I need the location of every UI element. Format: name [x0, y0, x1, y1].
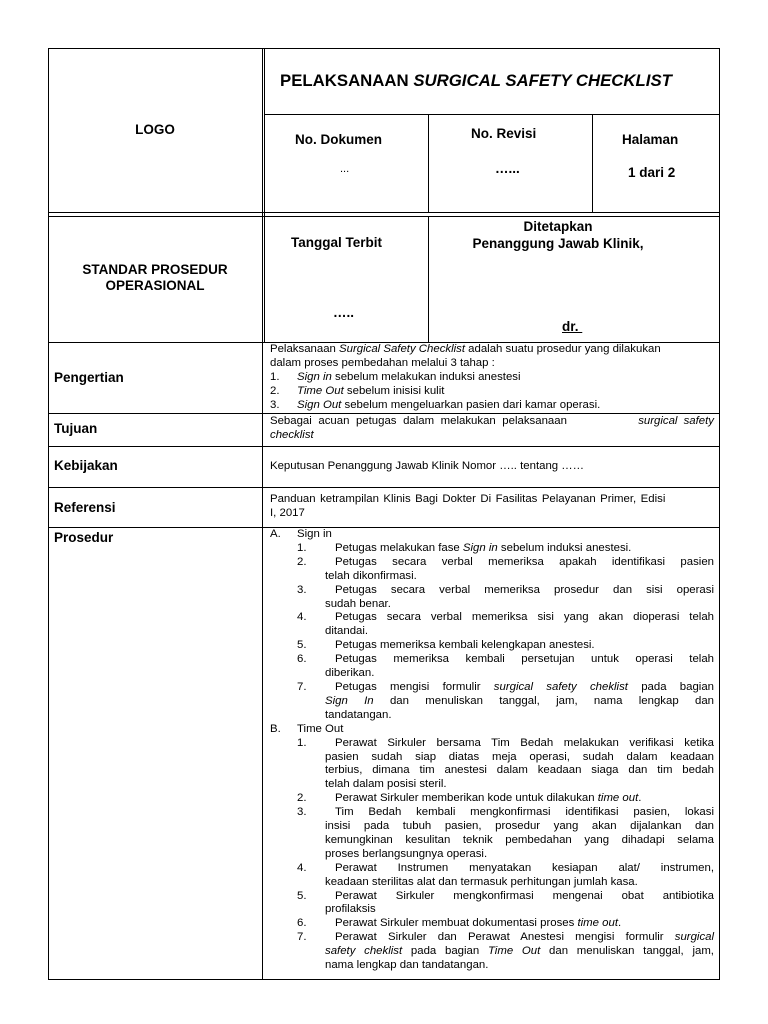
prosedur-label: Prosedur	[54, 530, 114, 545]
procedure-step	[270, 556, 714, 584]
list-term: Time Out	[297, 384, 344, 397]
referensi-text	[270, 493, 714, 521]
text-segment: pada bagian	[627, 680, 714, 693]
no-revisi-label: No. Revisi	[471, 126, 537, 141]
step-line	[325, 542, 714, 556]
no-revisi-value: …...	[495, 161, 520, 176]
text-segment: pada bagian	[402, 945, 488, 958]
title-italic: SURGICAL SAFETY CHECKLIST	[413, 71, 672, 90]
procedure-step	[270, 584, 714, 612]
row-divider	[264, 114, 720, 115]
step-line	[325, 570, 714, 584]
text-segment: insisi pada tubuh pasien, prosedur yang akan dijalankan dan	[325, 820, 714, 833]
procedure-step	[270, 862, 714, 890]
kebijakan-label: Kebijakan	[54, 458, 118, 473]
step-number: 5.	[297, 889, 307, 902]
text-segment: .	[618, 917, 622, 930]
procedure-step	[270, 653, 714, 681]
italic-term: Sign in	[462, 541, 498, 554]
title-plain: PELAKSANAAN	[280, 71, 414, 90]
halaman-label: Halaman	[622, 132, 679, 147]
list-term: Sign Out	[297, 398, 342, 411]
procedure-step	[270, 611, 714, 639]
step-line	[325, 653, 714, 667]
text-segment: Petugas memeriksa kembali persetujan untuk operasi telah	[335, 653, 714, 666]
pengertian-line1c: adalah suatu prosedur yang dilakukan	[465, 343, 661, 355]
italic-term: time out	[577, 917, 619, 930]
text-segment: keadaan sterilitas alat dan termasuk perhitungan jumlah kasa.	[325, 875, 638, 888]
document-title	[280, 71, 672, 91]
step-line	[325, 890, 714, 904]
step-line	[325, 876, 714, 890]
halaman-value: 1 dari 2	[628, 165, 676, 180]
step-line	[325, 751, 714, 765]
text-segment: sudah benar.	[325, 597, 391, 610]
text-segment: dan menuliskan tanggal, jam,	[540, 945, 714, 958]
procedure-step	[270, 931, 714, 973]
ditetapkan-line1: Ditetapkan	[523, 219, 593, 234]
procedure-step	[270, 792, 714, 806]
step-line	[325, 945, 714, 959]
prosedur-text	[270, 528, 714, 973]
list-number: 3.	[270, 398, 280, 411]
step-number: 6.	[297, 653, 307, 666]
text-segment: tandatangan.	[325, 708, 392, 721]
step-line	[325, 764, 714, 778]
list-number: 1.	[270, 370, 280, 383]
section-b-letter: B.	[270, 722, 281, 735]
procedure-step	[270, 681, 714, 723]
text-segment: telah dikonfirmasi.	[325, 569, 417, 582]
step-line	[325, 806, 714, 820]
step-line	[325, 695, 714, 709]
step-number: 1.	[297, 736, 307, 749]
section-a-title: Sign in	[297, 528, 332, 540]
section-a-letter: A.	[270, 528, 281, 540]
step-line	[325, 834, 714, 848]
step-line	[325, 737, 714, 751]
step-line	[325, 862, 714, 876]
text-segment: Perawat Sirkuler memberikan kode untuk dilakukan	[335, 792, 598, 805]
header-divider-vertical-double	[264, 48, 265, 342]
tujuan-line1b: surgical safety	[638, 415, 714, 427]
row-divider	[48, 487, 720, 488]
step-line	[325, 792, 714, 806]
text-segment: Perawat Sirkuler dan Perawat Anestesi mengisi formulir	[335, 931, 675, 944]
pengertian-label: Pengertian	[54, 370, 124, 385]
pengertian-text	[270, 343, 714, 413]
signatory-name: dr.	[562, 319, 583, 334]
step-line	[325, 598, 714, 612]
step-line	[325, 959, 714, 973]
italic-term: Time Out	[487, 945, 541, 958]
step-number: 7.	[297, 680, 307, 693]
section-b-title: Time Out	[297, 722, 344, 735]
list-term: Sign in	[297, 370, 332, 383]
text-segment: profilaksis	[325, 903, 376, 916]
pengertian-line1b: Surgical Safety Checklist	[339, 343, 466, 355]
step-line	[325, 820, 714, 834]
step-line	[325, 584, 714, 598]
text-segment: sebelum induksi anestesi.	[497, 541, 632, 554]
tanggal-terbit-value: …..	[333, 305, 355, 320]
text-segment: Petugas melakukan fase	[335, 541, 463, 554]
step-number: 4.	[297, 611, 307, 624]
step-line	[325, 667, 714, 681]
text-segment: Petugas secara verbal memeriksa prosedur dan sisi operasi	[335, 583, 714, 596]
label-column-divider	[262, 342, 263, 980]
text-segment: Perawat Sirkuler mengkonfirmasi mengenai obat antibiotika	[335, 889, 714, 902]
step-line	[325, 848, 714, 862]
list-text: sebelum melakukan induksi anestesi	[331, 370, 521, 383]
procedure-step	[270, 542, 714, 556]
prosedur-section-a	[270, 528, 714, 542]
step-number: 3.	[297, 583, 307, 596]
header-cell-divider	[428, 114, 429, 212]
row-divider	[48, 413, 720, 414]
logo-placeholder: LOGO	[135, 122, 175, 137]
referensi-line2: I, 2017	[270, 506, 305, 519]
text-segment: Tim Bedah kembali mengkonfirmasi identifikasi pasien, lokasi	[335, 806, 714, 819]
text-segment: telah dalam posisi steril.	[325, 778, 447, 791]
text-segment: Perawat Sirkuler membuat dokumentasi proses	[335, 917, 578, 930]
text-segment: kemungkinan kesulitan teknik pembedahan yang dihadapi selama	[325, 833, 714, 846]
procedure-step	[270, 890, 714, 918]
step-line	[325, 625, 714, 639]
list-number: 2.	[270, 384, 280, 397]
italic-term: Sign In	[325, 694, 374, 707]
kebijakan-text: Keputusan Penanggung Jawab Klinik Nomor ….. tentang ……	[270, 460, 585, 472]
pengertian-list	[270, 371, 714, 413]
row-divider	[48, 446, 720, 447]
text-segment: nama lengkap dan tandatangan.	[325, 959, 489, 972]
pengertian-line1a: Pelaksanaan	[270, 343, 340, 355]
procedure-step	[270, 806, 714, 862]
step-number: 6.	[297, 917, 307, 930]
step-number: 2.	[297, 555, 307, 568]
text-segment: pasien sudah siap diatas meja operasi, sudah dalam keadaan	[325, 750, 714, 763]
referensi-label: Referensi	[54, 500, 116, 515]
italic-term: surgical safety cheklist	[493, 680, 628, 693]
pengertian-line	[270, 343, 714, 357]
prosedur-section-b	[270, 723, 714, 737]
step-line	[325, 709, 714, 723]
referensi-line1: Panduan ketrampilan Klinis Bagi Dokter Di Fasilitas Pelayanan Primer, Edisi	[270, 493, 666, 505]
step-line	[325, 639, 714, 653]
text-segment: Perawat Instrumen menyatakan kesiapan alat/ instrumen,	[335, 861, 714, 874]
italic-term: safety cheklist	[325, 945, 403, 958]
step-number: 7.	[297, 931, 307, 944]
list-text: sebelum mengeluarkan pasien dari kamar operasi.	[341, 398, 601, 411]
section-b-list	[270, 737, 714, 973]
tujuan-text	[270, 415, 714, 443]
step-line	[325, 931, 714, 945]
tujuan-label: Tujuan	[54, 421, 98, 436]
text-segment: Perawat Sirkuler bersama Tim Bedah melakukan verifikasi ketika	[335, 736, 714, 749]
text-segment: proses berlangsungnya operasi.	[325, 847, 488, 860]
step-number: 2.	[297, 792, 307, 805]
no-dokumen-value: ...	[340, 163, 350, 175]
header-divider-vertical	[262, 48, 263, 342]
step-number: 4.	[297, 861, 307, 874]
text-segment: dan menuliskan tanggal, jam, nama lengkap dan	[373, 694, 714, 707]
text-segment: Petugas secara verbal memeriksa apakah identifikasi pasien	[335, 555, 714, 568]
list-text: sebelum inisisi kulit	[343, 384, 445, 397]
pengertian-list-item	[270, 371, 714, 385]
tujuan-line1	[270, 415, 714, 429]
text-segment: Petugas secara verbal memeriksa sisi yang akan dioperasi telah	[335, 611, 714, 624]
row-divider	[48, 212, 720, 213]
step-line	[325, 778, 714, 792]
step-number: 1.	[297, 541, 307, 554]
procedure-step	[270, 639, 714, 653]
tujuan-line2: checklist	[270, 428, 314, 441]
step-number: 3.	[297, 806, 307, 819]
row-divider-double	[48, 216, 720, 217]
sop-line1: STANDAR PROSEDUR	[82, 262, 228, 277]
procedure-step	[270, 737, 714, 793]
step-line	[325, 903, 714, 917]
text-segment: terbius, dimana tim anestesi dalam keadaan siaga dan tim bedah	[325, 764, 714, 777]
step-line	[325, 556, 714, 570]
text-segment: Petugas memeriksa kembali kelengkapan anestesi.	[335, 639, 595, 652]
step-line	[325, 917, 714, 931]
ditetapkan-block	[428, 219, 688, 252]
step-line	[325, 611, 714, 625]
text-segment: .	[638, 792, 642, 805]
text-segment: ditandai.	[325, 625, 369, 638]
header-cell-divider	[592, 114, 593, 212]
sop-title	[48, 262, 262, 293]
section-a-list	[270, 542, 714, 723]
step-number: 5.	[297, 639, 307, 652]
procedure-step	[270, 917, 714, 931]
italic-term: time out	[597, 792, 639, 805]
pengertian-list-item	[270, 385, 714, 399]
text-segment: diberikan.	[325, 667, 375, 680]
pengertian-line2: dalam proses pembedahan melalui 3 tahap :	[270, 356, 495, 369]
italic-term: surgical	[674, 931, 714, 944]
tujuan-line1a: Sebagai acuan petugas dalam melakukan pelaksanaan	[270, 415, 567, 427]
tanggal-terbit-label: Tanggal Terbit	[291, 235, 382, 250]
text-segment: Petugas mengisi formulir	[335, 680, 494, 693]
step-line	[325, 681, 714, 695]
no-dokumen-label: No. Dokumen	[295, 132, 383, 147]
ditetapkan-line2: Penanggung Jawab Klinik,	[472, 235, 644, 251]
sop-line2: OPERASIONAL	[105, 277, 205, 293]
pengertian-list-item	[270, 399, 714, 413]
